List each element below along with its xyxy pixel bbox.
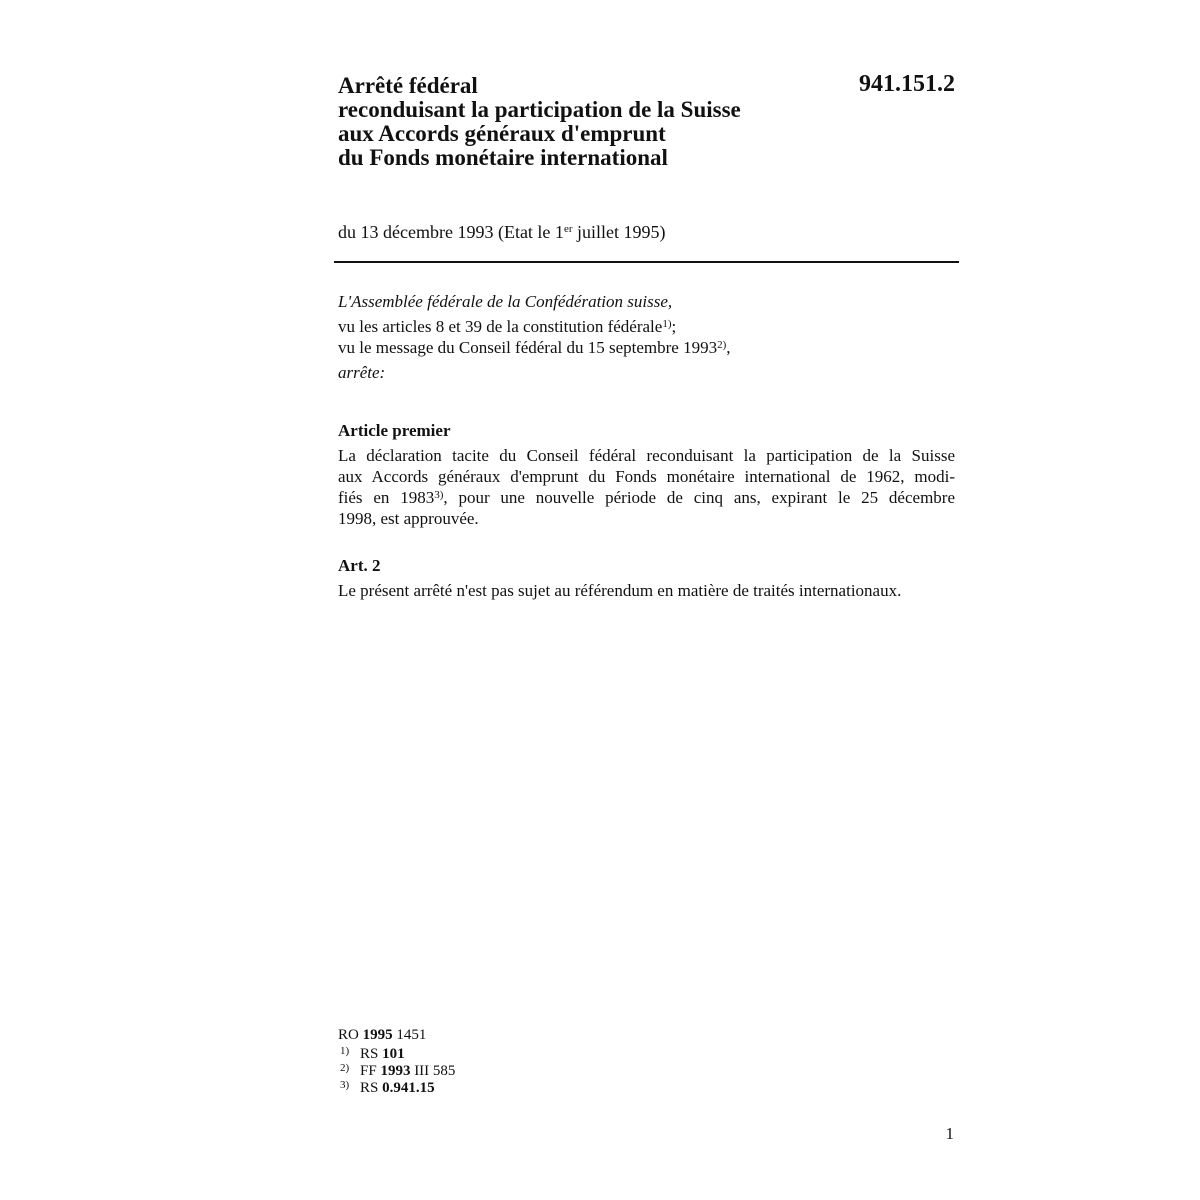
document-title (338, 74, 818, 170)
footnote-1: 1) RS 101 (340, 1045, 405, 1062)
article-1-body (338, 445, 955, 529)
ro-year: 1995 (362, 1027, 393, 1043)
preamble-line-message-end: , (726, 338, 731, 357)
article-1-line-1: La déclaration tacite du Conseil fédéral reconduisant la participation de la Suisse (338, 446, 955, 465)
article-1-line-2: aux Accords généraux d'emprunt du Fonds monétaire international de 1962, modi- (338, 467, 955, 486)
ro-page: 1451 (392, 1027, 427, 1043)
date-suffix: juillet 1995) (572, 222, 666, 242)
official-compilation-ref: RO 1995 1451 (338, 1027, 427, 1043)
header-divider (334, 261, 959, 263)
date-status-line (338, 221, 665, 243)
footnote-ref-1[interactable]: 1) (662, 318, 672, 330)
footnotes (340, 1046, 455, 1097)
preamble-line-constitution-end: ; (671, 317, 677, 336)
date-prefix: du 13 décembre 1993 (Etat le 1 (338, 222, 564, 242)
decree-line: arrête: (338, 363, 386, 382)
document-number: 941.151.2 (859, 71, 955, 97)
article-2-line-1: Le présent arrêté n'est pas sujet au référendum en matière de traités internationaux. (338, 581, 902, 600)
footnote-ref-3[interactable]: 3) (434, 489, 444, 501)
article-1-line-3 (338, 487, 955, 508)
footnote-ref-2[interactable]: 2) (717, 339, 727, 351)
article-1-line-3-post: , pour une nouvelle période de cinq ans, expirant le 25 décembre (443, 488, 956, 507)
assembly-line: L'Assemblée fédérale de la Confédération suisse, (338, 292, 673, 311)
title-line-1: Arrêté fédéral (338, 73, 478, 98)
preamble-line-constitution-text: vu les articles 8 et 39 de la constitution fédérale (338, 317, 663, 336)
title-line-3: aux Accords généraux d'emprunt (338, 121, 666, 146)
footnote-2: 2) FF 1993 III 585 (340, 1062, 456, 1079)
title-line-2: reconduisant la participation de la Suisse (338, 97, 741, 122)
article-1-heading: Article premier (338, 421, 451, 440)
date-superscript: er (563, 223, 573, 235)
preamble (338, 291, 958, 383)
page-number: 1 (945, 1124, 954, 1143)
footnote-3: 3) RS 0.941.15 (340, 1079, 435, 1096)
article-2-heading: Art. 2 (338, 556, 381, 575)
title-line-4: du Fonds monétaire international (338, 145, 668, 170)
preamble-line-constitution (338, 316, 958, 337)
article-1-line-3-pre: fiés en 1983 (338, 488, 435, 507)
preamble-line-message-text: vu le message du Conseil fédéral du 15 septembre 1993 (338, 338, 718, 357)
article-2-body (338, 580, 955, 601)
preamble-line-message (338, 337, 958, 358)
article-1-line-4: 1998, est approuvée. (338, 509, 479, 528)
